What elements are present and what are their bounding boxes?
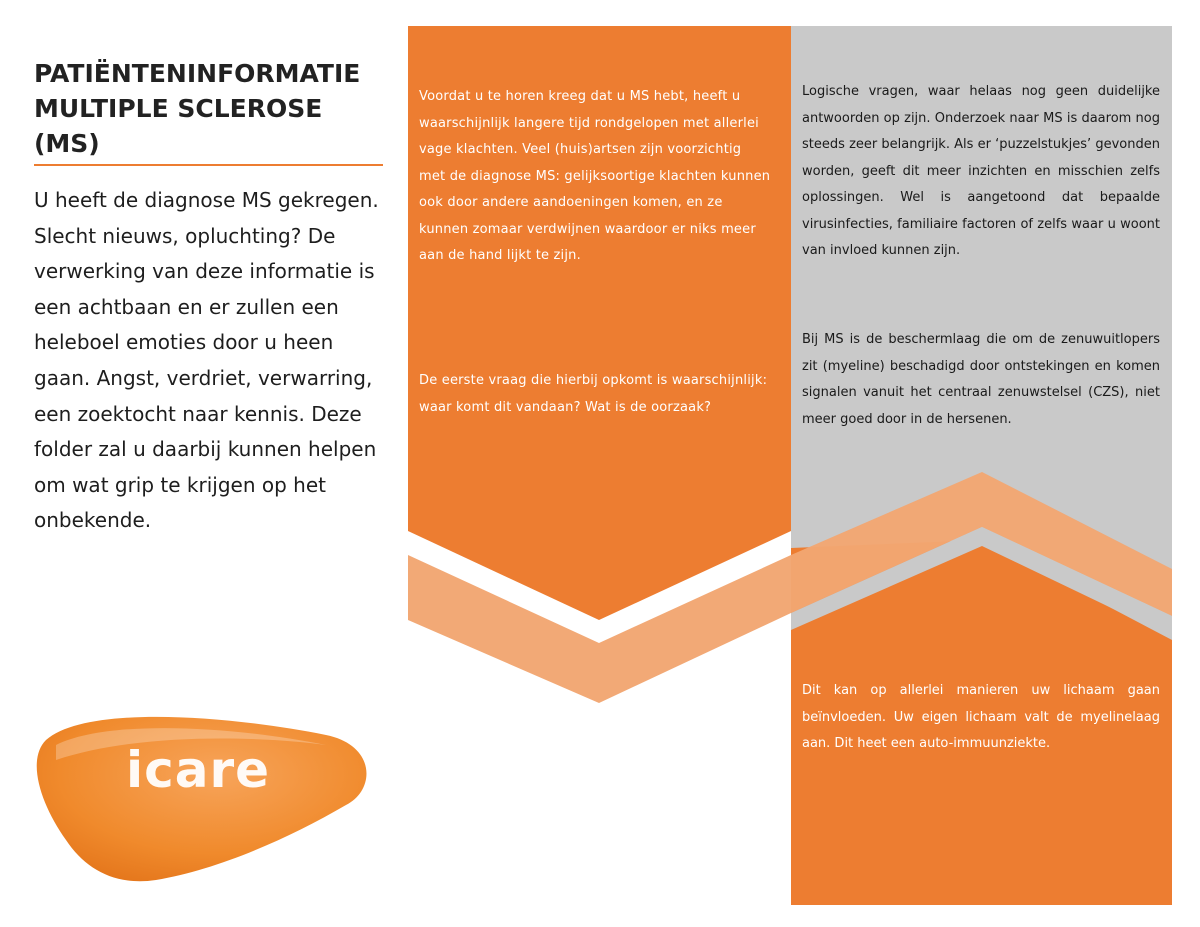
column1-paragraph-2: De eerste vraag die hierbij opkomt is waarschijnlijk: waar komt dit vandaan? Wat is de oorzaak? xyxy=(419,373,768,415)
icare-logo-text: icare xyxy=(125,741,271,799)
icare-logo xyxy=(26,700,376,885)
column2-paragraph-2: Bij MS is de beschermlaag die om de zenuwuitlopers zit (myeline) beschadigd door ontstekingen en komen signalen vanuit het centraal zenuwstelsel (CZS), niet meer goed door in de hersenen. xyxy=(802,332,1160,427)
page-title xyxy=(34,56,394,161)
column1-paragraph-1: Voordat u te horen kreeg dat u MS hebt, heeft u waarschijnlijk langere tijd rondgelopen met allerlei vage klachten. Veel (huis)artsen zijn voorzichtig met de diagnose MS: gelijksoortige klachten kunnen ook door andere aandoeningen komen, en ze kunnen zomaar verdwijnen waardoor er niks meer aan de hand lijkt te zijn. xyxy=(419,89,771,263)
column2-paragraph-1: Logische vragen, waar helaas nog geen duidelijke antwoorden op zijn. Onderzoek naar MS is daarom nog steeds zeer belangrijk. Als er ‘puzzelstukjes’ gevonden worden, geeft dit meer inzichten en misschien zelfs oplossingen. Wel is aangetoond dat bepaalde virusinfecties, familiaire factoren of zelfs waar u woont van invloed kunnen zijn. xyxy=(802,84,1160,258)
title-line-3: (MS) xyxy=(34,129,100,158)
title-divider xyxy=(34,164,383,166)
title-line-1: PATIËNTENINFORMATIE xyxy=(34,59,361,88)
intro-paragraph: U heeft de diagnose MS gekregen. Slecht nieuws, opluchting? De verwerking van deze informatie is een achtbaan en er zullen een heleboel emoties door u heen gaan. Angst, verdriet, verwarring, een zoektocht naar kennis. Deze folder zal u daarbij kunnen helpen om wat grip te krijgen op het onbekende. xyxy=(34,188,379,533)
title-line-2: MULTIPLE SCLEROSE xyxy=(34,94,323,123)
column3-paragraph-1: Dit kan op allerlei manieren uw lichaam gaan beïnvloeden. Uw eigen lichaam valt de myelinelaag aan. Dit heet een auto-immuunziekte. xyxy=(802,683,1160,751)
